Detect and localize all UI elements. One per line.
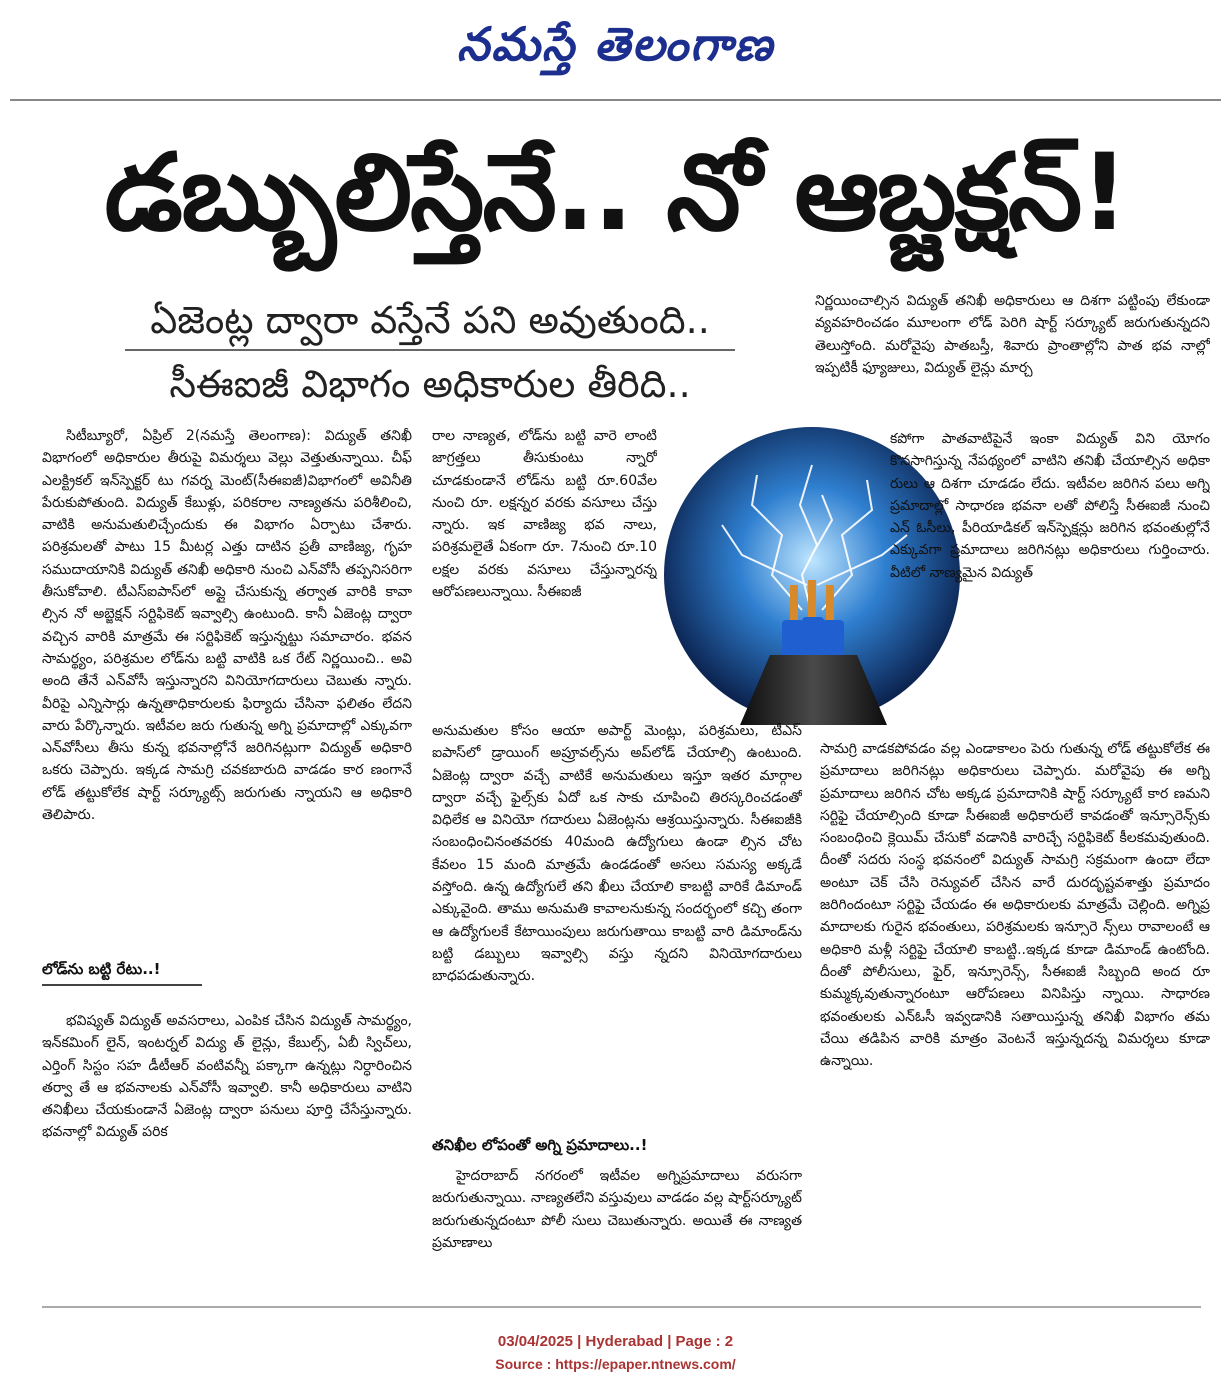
article-paragraph: అనుమతుల కోసం ఆయా అపార్ట్ మెంట్లు, పరిశ్రమలు, టీఎస్ ఐపాస్‌లో డ్రాయింగ్ అప్రూవల్స్‌ను అప్‌లోడ్ చేయాల్సి ఉంటుంది. ఏజెంట్ల ద్వారా వచ్చే వాటికే అనుమతులు ఇస్తూ ఇతర మార్గాల ద్వారా వచ్చే ఫైల్స్‌కు ఏదో ఒక సాకు చూపించి తిరస్కరించడంతో విధిలేక ఆ వినియో గదారులు ఏజెంట్లను ఆశ్రయిస్తున్నారు. సీఈఐజీకి సంబంధించినంతవరకు 40మంది ఉద్యోగులు ఉండా ల్సిన చోట కేవలం 15 మంది మాత్రమే ఉండడంతో అసలు సమస్య అక్కడే వస్తోంది. ఉన్న ఉద్యోగులే తని ఖీలు చేయాలి కాబట్టి వారికే డిమాండ్ ఎక్కువైంది. తాము అనుమతి కావాలనుకున్న సందర్భంలో కచ్చి తంగా ఆ ఉద్యోగులకే కేటాయింపులు జరుగుతాయి కాబట్టి వారి డిమాండ్‌ను బట్టి డబ్బులు ఇవ్వాల్సి వస్తు న్నదని వినియోగదారులు బాధపడుతున్నారు.: [432, 723, 802, 985]
subheading-2: సీఈఐజీ విభాగం అధికారుల తీరిది..: [169, 362, 691, 406]
subheading-1: ఏజెంట్ల ద్వారా వస్తేనే పని అవుతుంది..: [150, 298, 710, 342]
footer-source-link[interactable]: Source : https://epaper.ntnews.com/: [495, 1356, 736, 1372]
masthead-logo: నమస్తే తెలంగాణ: [456, 17, 775, 71]
article-paragraph: కపోగా పాతవాటిపైనే ఇంకా విద్యుత్ విని యోగం కొనసాగిస్తున్న నేపథ్యంలో వాటిని తనిఖీ చేయాల్సిన అధికా రులు ఆ దిశగా చూడడం లేదు. ఇటీవల జరిగిన పలు అగ్ని ప్రమాదాల్లో సాధారణ భవనా లతో పోలిస్తే సీఈఐజీ నుంచి ఎన్ ఓసీలు, పీరియాడికల్ ఇన్‌స్పెక్షన్లు జరిగిన భవంతుల్లోనే ఎక్కువగా ప్రమాదాలు జరిగినట్లు అధికారులు గుర్తించారు. వీటిలో నాణ్యమైన విద్యుత్: [890, 431, 1210, 581]
article-paragraph: భవిష్యత్ విద్యుత్ అవసరాలు, ఎంపిక చేసిన విద్యుత్ సామర్థ్యం, ఇన్‌కమింగ్ లైన్, ఇంటర్నల్ విద్యు త్ లైన్లు, కేబుల్స్, ఏబీ స్విచ్‌లు, ఎర్తింగ్ సిస్టం సహ డీటీఆర్ వంటివన్నీ పక్కాగా ఉన్నట్లు నిర్ధారించిన తర్వా తే ఆ భవనాలకు ఎన్‌వోసీ ఇవ్వాలి. కానీ అధికారులు వాటిని తనిఖీలు చేయకుండానే ఏజెంట్ల ద్వారా పనులు పూర్తి చేసేస్తున్నారు. భవనాల్లో విద్యుత్ పరిక: [42, 1013, 412, 1141]
article-paragraph: హైదరాబాద్ నగరంలో ఇటీవల అగ్నిప్రమాదాలు వరుసగా జరుగుతున్నాయి. నాణ్యతలేని వస్తువులు వాడడం వల్ల షార్ట్‌సర్క్యూట్ జరుగుతున్నదంటూ పోలీ సులు చెబుతున్నారు. అయితే ఈ నాణ్యత ప్రమాణాలు: [432, 1168, 802, 1251]
article-column-1a: [42, 425, 412, 945]
article-column-3a: [815, 290, 1210, 428]
footer-date-page: 03/04/2025 | Hyderabad | Page : 2: [497, 1333, 734, 1350]
article-column-1b: [42, 1010, 412, 1290]
article-column-3c: [820, 738, 1210, 1290]
headline: డబ్బులిస్తేనే.. నో ఆబ్జక్షన్!: [104, 131, 1127, 254]
article-column-2b: [432, 720, 802, 1120]
bottom-divider: [42, 1306, 1201, 1308]
top-divider: [10, 99, 1221, 101]
article-paragraph: సిటీబ్యూరో, ఏప్రిల్ 2(నమస్తే తెలంగాణ): విద్యుత్ తనిఖీ విభాగంలో అధికారుల తీరుపై విమర్శలు వెల్లు వెత్తుతున్నాయి. చీఫ్ ఎలక్ట్రికల్ ఇన్‌స్పెక్టర్ టు గవర్న మెంట్(సీఈఐజీ)విభాగంలో అవినీతి పేరుకుపోతుంది. విద్యుత్ కేబుళ్లు, పరికరాల నాణ్యతను పరిశీలించి, వాటికి అనుమతులిచ్చేందుకు ఈ విభాగం ఏర్పాటు చేశారు. పరిశ్రమలతో పాటు 15 మీటర్ల ఎత్తు దాటిన ప్రతీ వాణిజ్య, గృహ సముదాయానికి విద్యుత్ తనిఖీ అధికారి నుంచి ఎన్‌వోసీ తప్పనిసరిగా తీసుకోవాలి. టీఎస్‌ఐపాస్‌లో అప్లై చేసుకున్న తర్వాత వారికి కావా ల్సిన నో అబ్జెక్షన్ సర్టిఫికెట్ ఇవ్వాల్సి ఉంటుంది. కానీ ఏజెంట్ల ద్వారా వచ్చిన వారికి మాత్రమే ఈ సర్టిఫికెట్ ఇస్తున్నట్టు సమాచారం. భవన సామర్థ్యం, పరిశ్రమల లోడ్‌ను బట్టి వాటికి ఒక రేట్ నిర్ణయించి.. అవి అంది తేనే ఎన్‌వోసీ ఇస్తున్నారని వినియోగదారులు చెబుతు న్నారు. వీరిపై ఎన్నిసార్లు ఉన్నతాధికారులకు ఫిర్యాదు చేసినా ఫలితం లేదని వారు పేర్కొన్నారు. ఇటీవల జరు గుతున్న అగ్ని ప్రమాదాల్లో ఎక్కువగా ఎన్‌వోసీలు తీసు కున్న భవనాల్లోనే జరిగినట్లుగా విద్యుత్ అధికారి ఒకరు చెప్పారు. ఇక్కడ సామగ్రి చవకబారుది వాడడం కార ణంగానే లోడ్ తట్టుకోలేక షార్ట్ సర్క్యూట్స్ జరుగుతు న్నాయని ఆ అధికారి తెలిపారు.: [42, 428, 412, 824]
article-paragraph: రాల నాణ్యత, లోడ్‌ను బట్టి వారె లాంటి జాగ్రత్తలు తీసుకుంటు న్నారో చూడకుండానే లోడ్‌ను బట్టి రూ.60వేల నుంచి రూ. లక్షన్నర వరకు వసూలు చేస్తు న్నారు. ఇక వాణిజ్య భవ నాలు, పరిశ్రమలైతే ఏకంగా రూ. 7నుంచి రూ.10 లక్షల వరకు వసూలు చేస్తున్నారన్న ఆరోపణలున్నాయి. సీఈఐజీ: [432, 428, 657, 601]
section-heading-2: తనిఖీల లోపంతో అగ్ని ప్రమాదాలు..!: [432, 1136, 648, 1154]
section-heading-1: లోడ్‌ను బట్టి రేటు..!: [42, 960, 161, 978]
article-column-2a: [432, 425, 657, 715]
article-paragraph: సామగ్రి వాడకపోవడం వల్ల ఎండాకాలం పెరు గుతున్న లోడ్ తట్టుకోలేక ఈ ప్రమాదాలు జరిగినట్లు అధికారులు చెప్పారు. మరోవైపు ఈ అగ్ని ప్రమాదాలు జరిగిన చోట అక్కడ ప్రమాదానికి షార్ట్ సర్క్యూటే కార ణమని సర్టిఫై చేయాల్సింది కూడా సీఈఐజీ అధికారులే కావడంతో ఇన్సూరెన్స్‌కు సంబంధించి క్లెయిమ్ చేసుకో వడానికి వారిచ్చే సర్టిఫికెట్ కీలకమవుతుంది. దీంతో సదరు సంస్థ భవనంలో విద్యుత్ సామగ్రి సక్రమంగా ఉందా లేదా అంటూ చెక్ చేసి రెన్యువల్ చేసిన వారే దురదృష్టవశాత్తు ప్రమాదం జరిగిందంటూ సర్టిఫై చేయడం ఈ అధికారులకు మాత్రమే చెల్లింది. అగ్నిప్ర మాదాలకు గురైన భవంతులు, పరిశ్రమలకు ఇన్సూరె న్స్‌లు రావాలంటే ఆ అధికారి మళ్లీ సర్టిఫై చేయాలి కాబట్టి..ఇక్కడ కూడా డిమాండ్ ఉంటోంది. దీంతో పోలీసులు, ఫైర్, ఇన్సూరెన్స్, సీఈఐజీ సిబ్బంది అంద రూ కుమ్మక్కవుతున్నారంటూ ఆరోపణలు వినిపిస్తు న్నాయి. సాధారణ భవంతులకు ఎన్‌ఓసీ ఇవ్వడానికి సతాయిస్తున్న తనిఖీ విభాగం తమ చేయి తడిపిన వారికి మాత్రం వెంటనే ఇస్తున్నదన్న విమర్శలు కూడా ఉన్నాయి.: [820, 741, 1210, 1070]
section-heading-rule: [42, 984, 202, 986]
article-column-3b: [890, 428, 1210, 728]
article-column-2c: [432, 1165, 802, 1285]
article-paragraph: నిర్ణయించాల్సిన విద్యుత్ తనిఖీ అధికారులు ఆ దిశగా పట్టింపు లేకుండా వ్యవహరించడం మూలంగా లోడ్ పెరిగి షార్ట్ సర్క్యూట్ జరుగుతున్నదని తెలుస్తోంది. మరోవైపు పాతబస్తీ, శివారు ప్రాంతాల్లోని పాత భవ నాల్లో ఇప్పటికీ ఫ్యూజులు, విద్యుత్ లైన్లు మార్చ: [815, 293, 1210, 376]
subheading-divider: [125, 349, 735, 351]
